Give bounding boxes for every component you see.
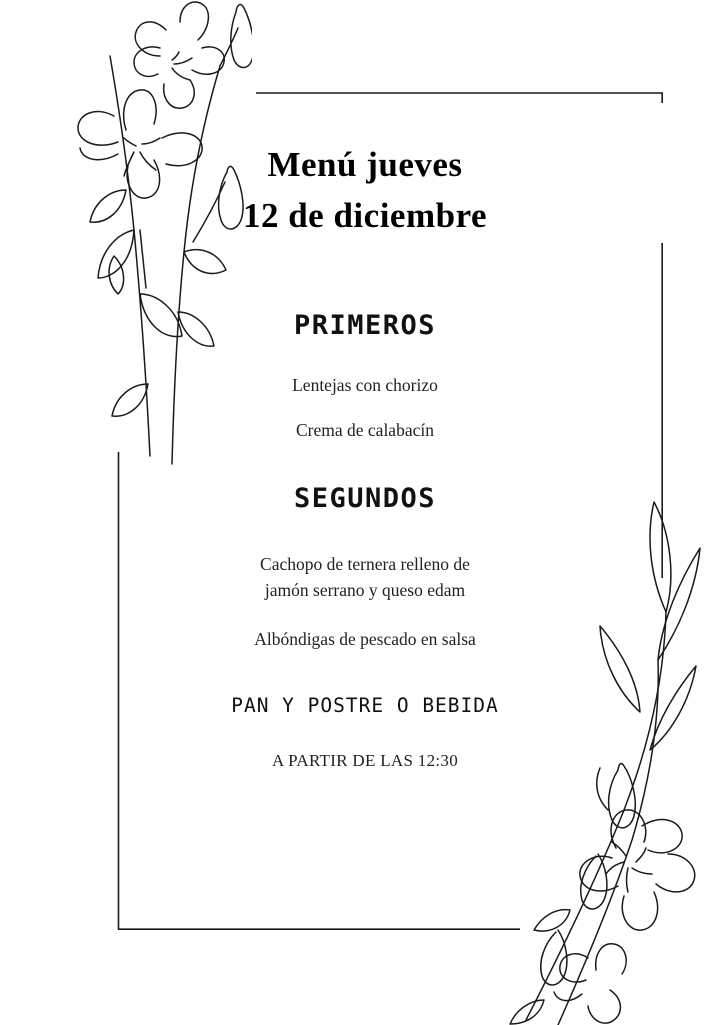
menu-content (150, 140, 580, 771)
title-line-1: Menú jueves (267, 145, 463, 184)
extras-line: PAN Y POSTRE O BEBIDA (231, 694, 499, 718)
service-time-note: A PARTIR DE LAS 12:30 (271, 751, 458, 771)
title-line-2: 12 de diciembre (242, 195, 488, 235)
dish-item: Lentejas con chorizo (292, 374, 438, 395)
page-title (150, 140, 580, 242)
dish-item: Crema de calabacín (296, 419, 434, 440)
section-heading-primeros: PRIMEROS (293, 309, 437, 341)
dish-item: jamón serrano y queso edam (264, 579, 466, 600)
dish-item: Cachopo de ternera relleno de (260, 554, 470, 575)
dish-item: Albóndigas de pescado en salsa (254, 629, 476, 649)
section-heading-segundos: SEGUNDOS (293, 483, 437, 515)
